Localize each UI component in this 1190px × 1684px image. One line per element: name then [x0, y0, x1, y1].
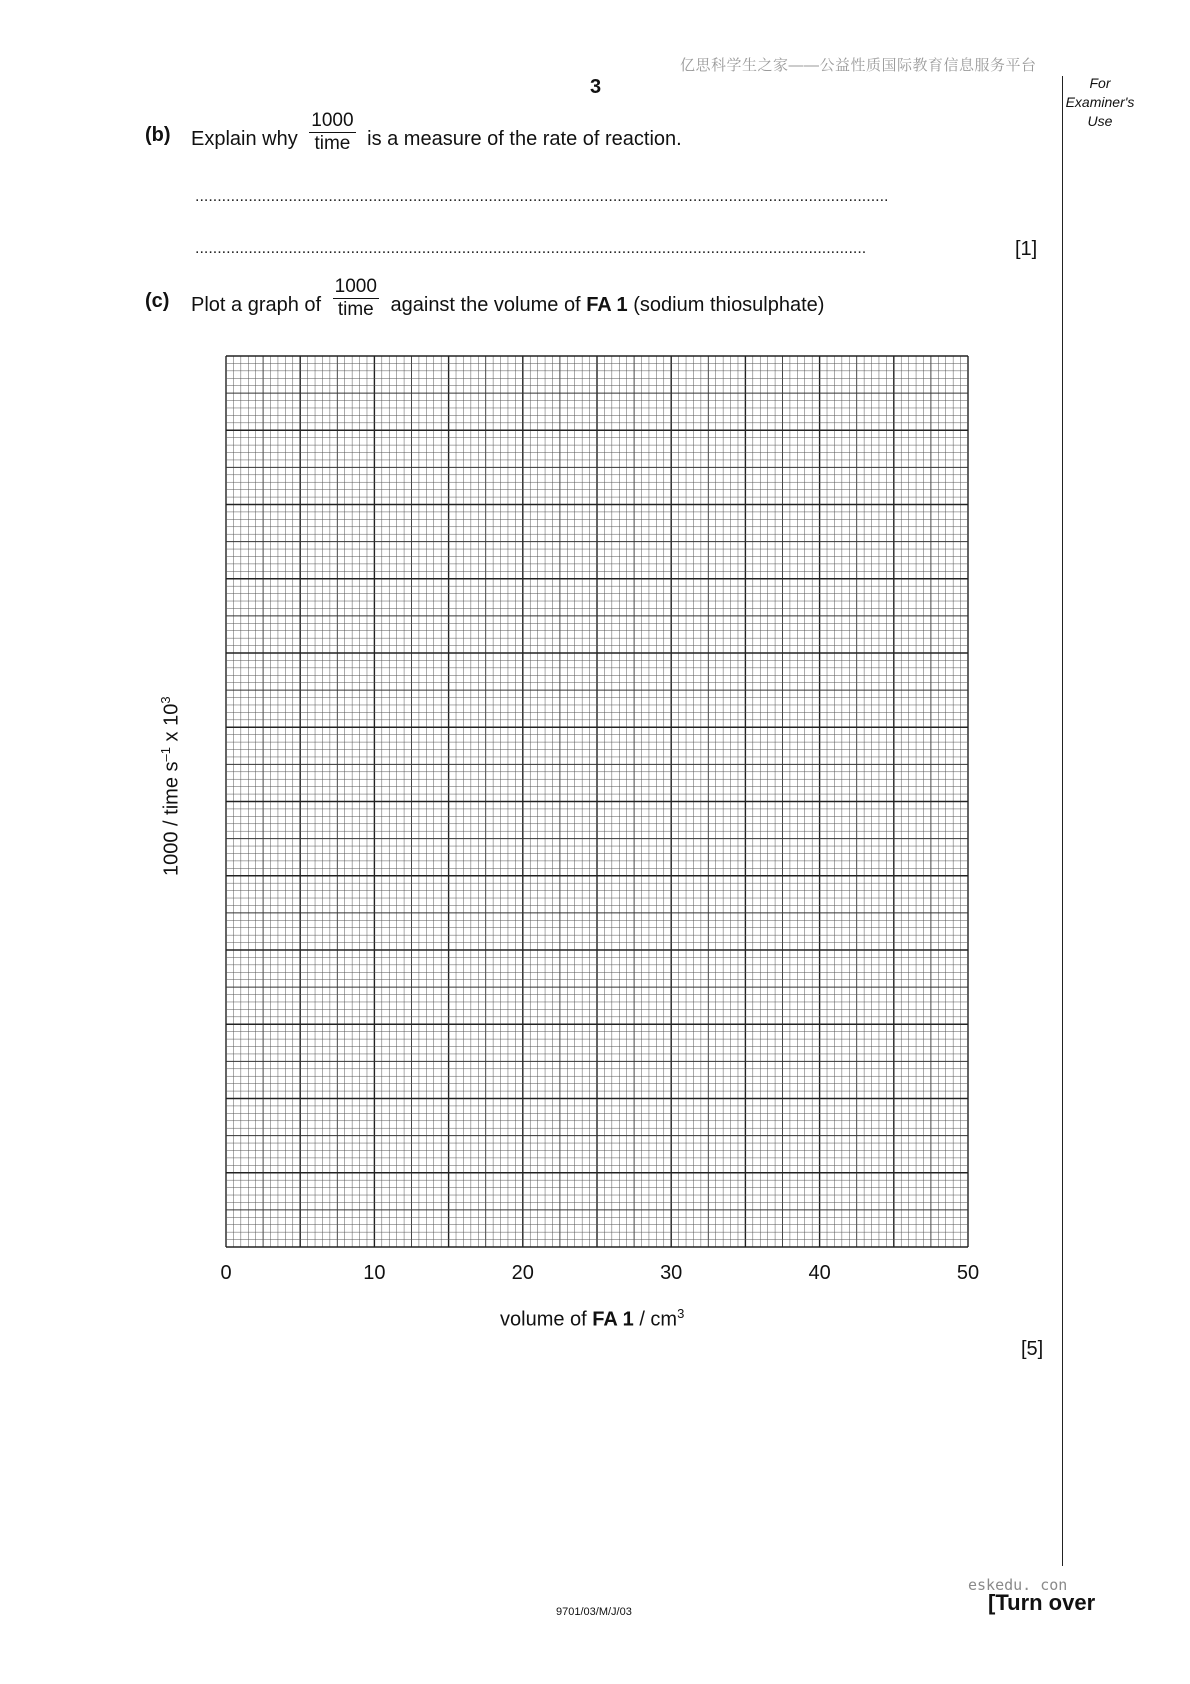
x-tick-label: 10 [363, 1262, 386, 1284]
paper-code: 9701/03/M/J/03 [556, 1606, 632, 1618]
question-c-text-mid: against the volume of [390, 293, 581, 316]
y-axis-label-mid: x 10 [160, 703, 183, 748]
answer-line-1[interactable]: ............................................................................................................................................................ [195, 188, 889, 205]
y-axis-label [158, 696, 184, 876]
fraction-numerator: 1000 [311, 110, 354, 131]
examiner-line-2: Examiner's [1065, 94, 1135, 110]
x-axis-label-sup: 3 [677, 1306, 685, 1321]
fraction-denominator: time [314, 133, 351, 154]
mark-c: [5] [1021, 1338, 1044, 1360]
fraction-numerator: 1000 [334, 276, 377, 297]
x-tick-label: 40 [808, 1262, 831, 1284]
x-axis-label-bold: FA 1 [592, 1308, 634, 1331]
examiner-use-label [1064, 74, 1136, 131]
x-tick-label: 0 [220, 1262, 232, 1284]
question-c [145, 290, 169, 313]
question-b-label: (b) [145, 124, 171, 146]
question-b-text-after: is a measure of the rate of reaction. [367, 127, 682, 150]
turn-over: [Turn over [988, 1590, 1096, 1615]
fraction-1000-over-time-b [309, 110, 355, 155]
question-b [145, 124, 171, 147]
page-number: 3 [590, 76, 602, 98]
x-axis-label-pre: volume of [500, 1308, 593, 1331]
y-axis-label-sup1: –1 [158, 747, 173, 762]
question-c-text-after: (sodium thiosulphate) [633, 293, 825, 316]
x-axis-label [500, 1306, 684, 1332]
fraction-denominator: time [337, 299, 374, 320]
fraction-1000-over-time-c [333, 276, 379, 321]
y-axis-label-main: 1000 / time s [160, 761, 183, 876]
question-c-label: (c) [145, 290, 170, 312]
mark-b: [1] [1015, 238, 1038, 260]
x-tick-label: 20 [511, 1262, 534, 1284]
x-tick-label: 30 [660, 1262, 683, 1284]
question-c-bold: FA 1 [586, 293, 628, 316]
graph-paper-grid[interactable] [225, 355, 969, 1248]
answer-line-2[interactable]: ....................................................................................................................................................... [195, 240, 867, 257]
y-axis-label-sup2: 3 [158, 696, 173, 704]
watermark-footer: eskedu. con [968, 1576, 1068, 1594]
x-axis-label-post: / cm [633, 1308, 678, 1331]
question-b-text [191, 110, 682, 155]
examiner-margin-line [1062, 76, 1063, 1566]
examiner-line-1: For [1089, 75, 1111, 91]
x-tick-label: 50 [956, 1262, 980, 1284]
watermark-header: 亿思科学生之家——公益性质国际教育信息服务平台 [680, 57, 1037, 74]
question-b-text-before: Explain why [191, 127, 298, 150]
question-c-text-before: Plot a graph of [191, 293, 322, 316]
question-c-text [191, 276, 825, 321]
examiner-line-3: Use [1087, 113, 1113, 129]
